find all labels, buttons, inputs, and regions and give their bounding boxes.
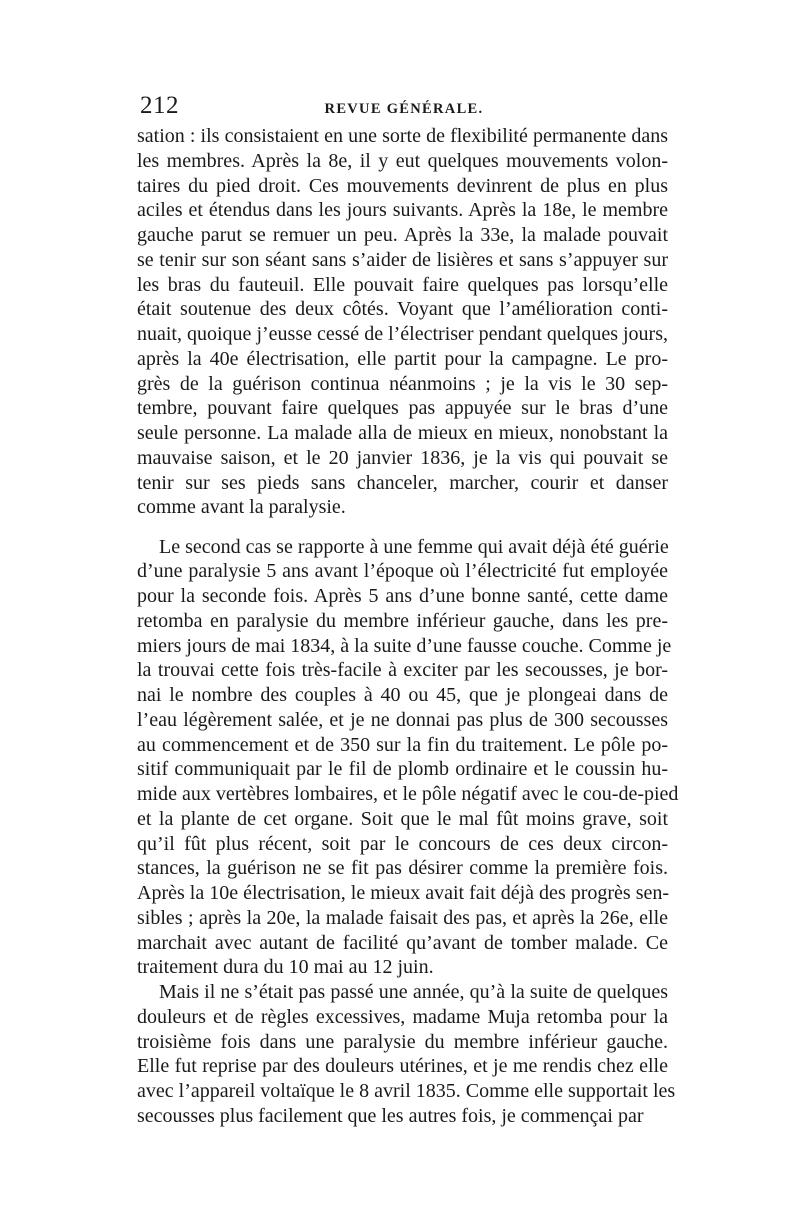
text-line: l’eau légèrement salée, et je ne donnai pas plus de 300 secousses — [137, 708, 668, 731]
page-number: 212 — [140, 92, 179, 119]
text-line: mide aux vertèbres lombaires, et le pôle négatif avec le cou-de-pied — [137, 783, 679, 805]
text-line: les bras du fauteuil. Elle pouvait faire quelques pas lorsqu’elle — [137, 273, 668, 296]
text-line: Elle fut reprise par des douleurs utérines, et je me rendis chez elle — [137, 1055, 668, 1078]
text-line: aciles et étendus dans les jours suivants. Après la 18e, le membre — [137, 199, 668, 222]
text-line: Le second cas se rapporte à une femme qui avait déjà été guérie — [159, 535, 669, 558]
text-line: Après la 10e électrisation, le mieux avait fait déjà des progrès sen- — [137, 882, 670, 904]
text-line: nuait, quoique j’eusse cessé de l’électriser pendant quelques jours, — [137, 323, 668, 345]
text-line: et la plante de cet organe. Soit que le mal fût moins grave, soit — [137, 807, 668, 830]
running-head — [140, 92, 668, 122]
text-line: stances, la guérison ne se fit pas désirer comme la première fois. — [137, 857, 668, 880]
text-line: grès de la guérison continua néanmoins ; je la vis le 30 sep- — [137, 372, 668, 395]
text-line: seule personne. La malade alla de mieux en mieux, nonobstant la — [137, 422, 668, 444]
text-line: qu’il fût plus récent, soit par le concours de ces deux circon- — [137, 832, 668, 855]
text-line: miers jours de mai 1834, à la suite d’une fausse couche. Comme je — [137, 634, 672, 657]
paragraph — [137, 980, 676, 1129]
text-line: était soutenue des deux côtés. Voyant que l’amélioration conti- — [137, 298, 668, 321]
text-line: se tenir sur son séant sans s’aider de lisières et sans s’appuyer sur — [137, 248, 668, 271]
text-line: Mais il ne s’était pas passé une année, qu’à la suite de quelques — [159, 981, 668, 1003]
text-line: sitif communiquait par le fil de plomb ordinaire et le coussin hu- — [137, 758, 668, 781]
text-line: la trouvai cette fois très-facile à exciter par les secousses, je bor- — [137, 659, 668, 682]
text-line: au commencement et de 350 sur la fin du traitement. Le pôle po- — [137, 733, 668, 756]
text-line: comme avant la paralysie. — [137, 496, 346, 519]
paragraph-spacer — [137, 520, 668, 535]
text-line: sation : ils consistaient en une sorte de flexibilité permanente dans — [137, 125, 668, 147]
text-line: sibles ; après la 20e, la malade faisait des pas, et après la 26e, elle — [137, 906, 668, 929]
paragraph — [137, 535, 679, 981]
text-line: retomba en paralysie du membre inférieur gauche, dans les pre- — [137, 609, 668, 632]
paragraph — [137, 124, 668, 520]
text-line: marchait avec autant de facilité qu’avant de tomber malade. Ce — [137, 931, 668, 954]
text-line: d’une paralysie 5 ans avant l’époque où l’électricité fut employée — [137, 560, 668, 583]
body-text — [137, 124, 679, 1129]
text-line: pour la seconde fois. Après 5 ans d’une bonne santé, cette dame — [137, 585, 668, 607]
text-line: tenir sur ses pieds sans chanceler, marcher, courir et danser — [137, 471, 668, 494]
text-line: secousses plus facilement que les autres fois, je commençai par — [137, 1104, 644, 1127]
text-line: avec l’appareil voltaïque le 8 avril 1835. Comme elle supportait les — [137, 1080, 676, 1102]
text-line: après la 40e électrisation, elle partit pour la campagne. Le pro- — [137, 347, 668, 370]
text-line: troisième fois dans une paralysie du membre inférieur gauche. — [137, 1030, 668, 1053]
text-line: tembre, pouvant faire quelques pas appuyée sur le bras d’une — [137, 397, 668, 420]
text-line: gauche parut se remuer un peu. Après la 33e, la malade pouvait — [137, 224, 668, 246]
text-line: douleurs et de règles excessives, madame Muja retomba pour la — [137, 1005, 668, 1028]
text-line: taires du pied droit. Ces mouvements devinrent de plus en plus — [137, 174, 668, 197]
text-line: les membres. Après la 8e, il y eut quelques mouvements volon- — [137, 149, 668, 172]
text-line: traitement dura du 10 mai au 12 juin. — [137, 956, 434, 979]
text-line: mauvaise saison, et le 20 janvier 1836, je la vis qui pouvait se — [137, 446, 668, 469]
text-line: nai le nombre des couples à 40 ou 45, que je plongeai dans de — [137, 684, 668, 706]
running-title: REVUE GÉNÉRALE. — [324, 101, 484, 117]
